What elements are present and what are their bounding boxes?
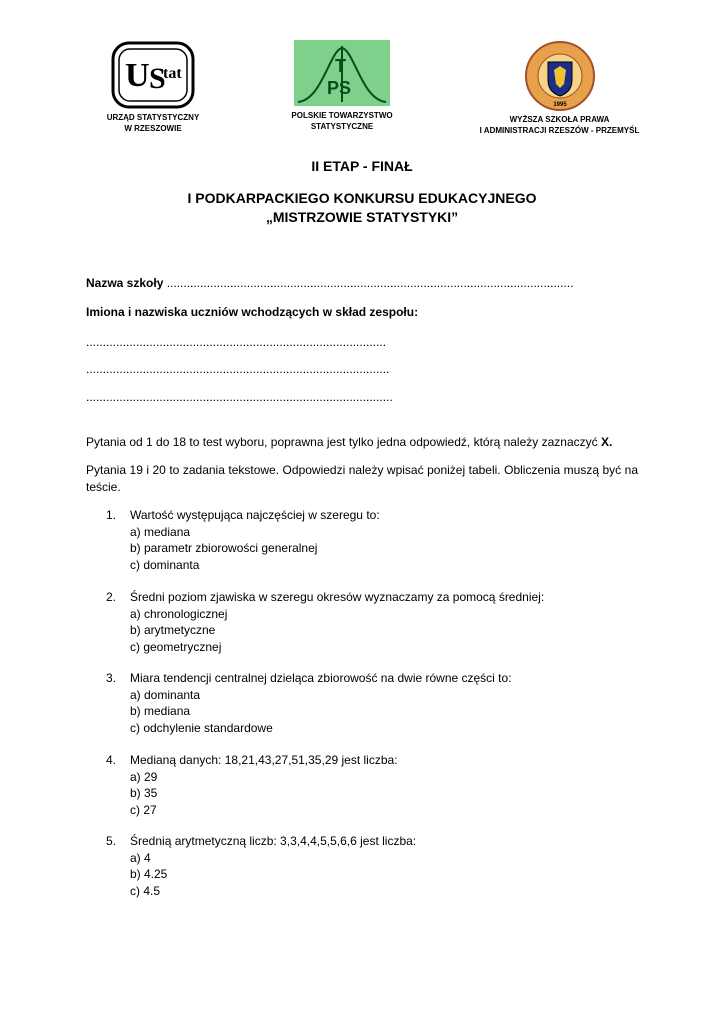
ustat-logo bbox=[111, 40, 195, 110]
wspia-caption-line1: WYŻSZA SZKOŁA PRAWA bbox=[509, 115, 610, 124]
instruction-paragraph-2: Pytania 19 i 20 to zadania tekstowe. Odpowiedzi należy wpisać poniżej tabeli. Obliczenia muszą być na teście. bbox=[86, 463, 638, 494]
question-number: 2. bbox=[106, 590, 117, 604]
answer-option[interactable]: b) 35 bbox=[130, 786, 158, 801]
us-logo-block bbox=[78, 40, 228, 134]
question-text: Miara tendencji centralnej dzieląca zbiorowość na dwie równe części to: bbox=[130, 671, 512, 685]
wspia-logo-block bbox=[472, 40, 647, 136]
answer-option[interactable]: b) 4.25 bbox=[130, 867, 168, 882]
question-number: 5. bbox=[106, 834, 117, 848]
question-1 bbox=[106, 507, 380, 573]
wspia-seal bbox=[524, 40, 596, 112]
school-name-dots: .......................................................................................................................... bbox=[166, 276, 574, 290]
question-3 bbox=[106, 670, 512, 736]
svg-text:S: S bbox=[149, 62, 166, 95]
pts-caption-line2: STATYSTYCZNE bbox=[310, 122, 374, 131]
pts-caption-line1: POLSKIE TOWARZYSTWO bbox=[291, 111, 393, 120]
instruction-1-mark: X. bbox=[600, 435, 613, 449]
pts-logo-block bbox=[262, 40, 422, 132]
question-2 bbox=[106, 589, 544, 655]
answer-option[interactable]: b) parametr zbiorowości generalnej bbox=[130, 541, 318, 556]
svg-text:U: U bbox=[125, 57, 150, 94]
seal-year: 1995 bbox=[552, 102, 567, 108]
question-text: Wartość występująca najczęściej w szeregu to: bbox=[130, 508, 380, 522]
svg-text:tat: tat bbox=[163, 65, 182, 82]
answer-option[interactable]: c) 27 bbox=[130, 802, 157, 817]
question-number: 3. bbox=[106, 671, 117, 685]
team-member-line-2: ........................................................................................... bbox=[86, 362, 390, 376]
us-caption-line1: URZĄD STATYSTYCZNY bbox=[106, 113, 200, 122]
answer-option[interactable]: a) 4 bbox=[130, 850, 151, 865]
school-name-label: Nazwa szkoły bbox=[86, 276, 164, 290]
wspia-caption-line2: I ADMINISTRACJI RZESZÓW - PRZEMYŚL bbox=[479, 126, 640, 135]
answer-option[interactable]: b) mediana bbox=[130, 704, 191, 719]
answer-option[interactable]: a) dominanta bbox=[130, 687, 201, 702]
pts-logo bbox=[294, 40, 390, 106]
instruction-paragraph-1 bbox=[86, 434, 638, 451]
answer-option[interactable]: c) geometrycznej bbox=[130, 639, 222, 654]
team-member-line-1: .......................................................................................... bbox=[86, 335, 387, 349]
answer-option[interactable]: a) chronologicznej bbox=[130, 606, 228, 621]
team-member-line-3: ............................................................................................ bbox=[86, 390, 393, 404]
svg-text:T: T bbox=[335, 56, 346, 76]
answer-option[interactable]: c) dominanta bbox=[130, 557, 200, 572]
answer-option[interactable]: c) 4.5 bbox=[130, 883, 161, 898]
stage-title: II ETAP - FINAŁ bbox=[311, 158, 413, 174]
question-text: Średnią arytmetyczną liczb: 3,3,4,4,5,5,6,6 jest liczba: bbox=[130, 834, 417, 848]
question-number: 4. bbox=[106, 753, 117, 767]
answer-option[interactable]: b) arytmetyczne bbox=[130, 623, 216, 638]
question-text: Medianą danych: 18,21,43,27,51,35,29 jest liczba: bbox=[130, 753, 398, 767]
contest-title-line2: „MISTRZOWIE STATYSTYKI” bbox=[265, 209, 459, 225]
question-number: 1. bbox=[106, 508, 117, 522]
question-text: Średni poziom zjawiska w szeregu okresów wyznaczamy za pomocą średniej: bbox=[130, 590, 545, 604]
instruction-1-text: Pytania od 1 do 18 to test wyboru, poprawna jest tylko jedna odpowiedź, którą należy zaznaczyć bbox=[86, 435, 598, 449]
contest-title-line1: I PODKARPACKIEGO KONKURSU EDUKACYJNEGO bbox=[187, 190, 537, 206]
answer-option[interactable]: a) mediana bbox=[130, 524, 191, 539]
question-5 bbox=[106, 833, 416, 899]
svg-text:PS: PS bbox=[327, 78, 352, 98]
answer-option[interactable]: a) 29 bbox=[130, 769, 158, 784]
question-4 bbox=[106, 752, 398, 818]
team-members-label: Imiona i nazwiska uczniów wchodzących w skład zespołu: bbox=[86, 305, 419, 319]
school-name-field bbox=[86, 276, 573, 290]
us-caption-line2: W RZESZOWIE bbox=[124, 124, 182, 133]
answer-option[interactable]: c) odchylenie standardowe bbox=[130, 720, 273, 735]
